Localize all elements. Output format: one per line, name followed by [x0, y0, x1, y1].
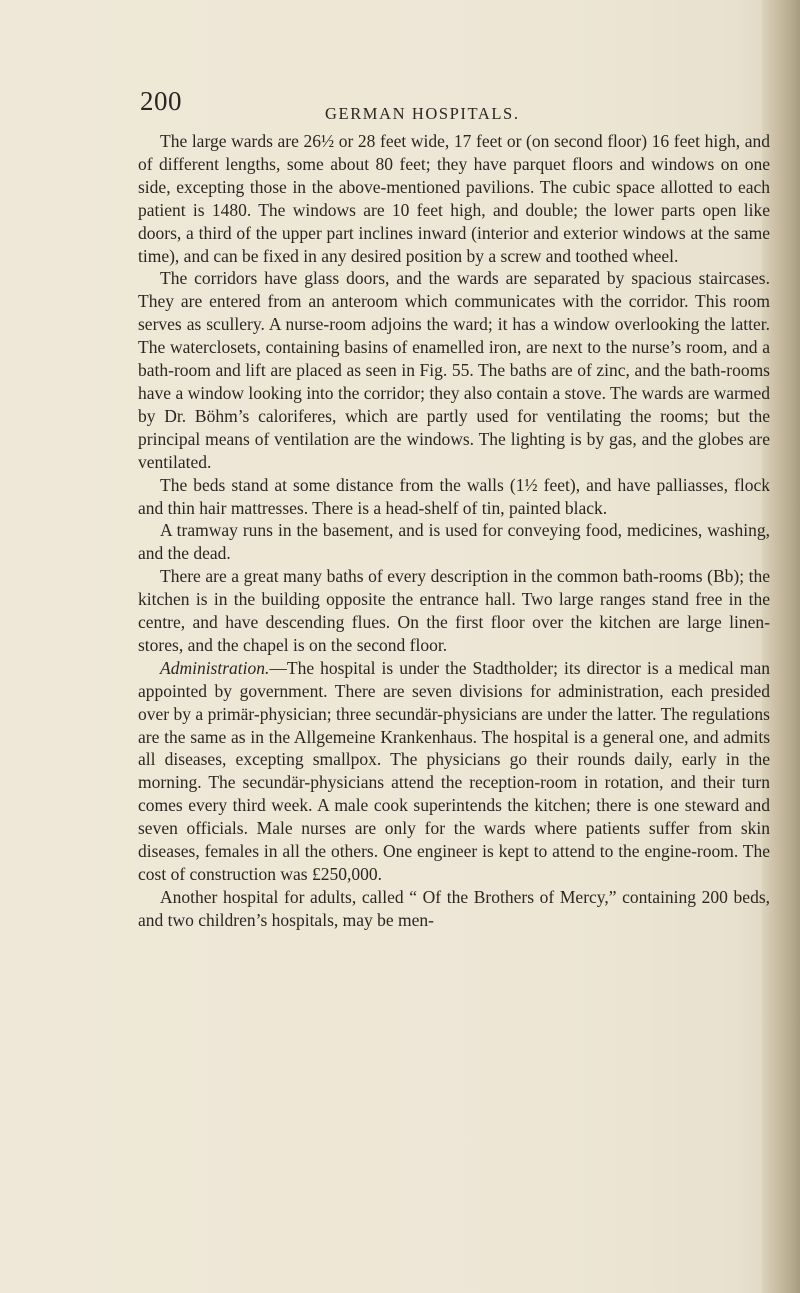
administration-heading: Administration.: [160, 657, 270, 678]
paragraph-wards: The large wards are 26½ or 28 feet wide, 17 feet or (on second floor) 16 feet high, and of different lengths, some about 80 feet; they have parquet floors and windows on one side, excepting those in the above-mentioned pavilions. The cubic space allotted to each patient is 1480. The windows are 10 feet high, and double; the lower parts open like doors, a third of the upper part inclines inward (interior and exterior windows at the same time), and can be fixed in any desired position by a screw and toothed wheel.: [138, 131, 770, 266]
body-text: [138, 130, 770, 932]
page-header: [0, 86, 800, 126]
paragraph-baths: There are a great many baths of every description in the common bath-rooms (Bb); the kitchen is in the building opposite the entrance hall. Two large ranges stand free in the centre, and have descending flues. On the first floor over the kitchen are large linen-stores, and the chapel is on the second floor.: [138, 566, 770, 655]
running-head: GERMAN HOSPITALS.: [325, 104, 520, 123]
paragraph-beds: The beds stand at some distance from the walls (1½ feet), and have palliasses, flock and thin hair mattresses. There is a head-shelf of tin, painted black.: [138, 474, 770, 518]
paragraph-corridors: The corridors have glass doors, and the wards are separated by spacious staircases. They are entered from an anteroom which communicates with the corridor. This room serves as scullery. A nurse-room adjoins the ward; it has a window overlooking the latter. The waterclosets, containing basins of enamelled iron, are next to the nurse’s room, and a bath-room and lift are placed as seen in Fig. 55. The baths are of zinc, and the bath-rooms have a window looking into the corridor; they also contain a stove. The wards are warmed by Dr. Böhm’s caloriferes, which are partly used for ventilating the rooms; but the principal means of ventilation are the windows. The lighting is by gas, and the globes are ventilated.: [138, 268, 770, 472]
page-number: 200: [140, 86, 182, 116]
paragraph-administration: [138, 657, 770, 886]
paragraph-tramway: A tramway runs in the basement, and is used for conveying food, medicines, washing, and the dead.: [138, 520, 770, 564]
paragraph-other-hospitals: Another hospital for adults, called “ Of the Brothers of Mercy,” containing 200 beds, and two children’s hospitals, may be men-: [138, 886, 770, 930]
administration-text: —The hospital is under the Stadtholder; its director is a medical man appointed by government. There are seven divisions for administration, each presided over by a primär-physician; three secundär-physicians are under the latter. The regulations are the same as in the Allgemeine Krankenhaus. The hospital is a general one, and admits all diseases, excepting smallpox. The physicians go their rounds daily, early in the morning. The secundär-physicians attend the reception-room in rotation, and their turn comes every third week. A male cook superintends the kitchen; there is one steward and seven officials. Male nurses are only for the wards where patients suffer from skin diseases, females in all the others. One engineer is kept to attend to the engine-room. The cost of construction was £250,000.: [138, 657, 770, 884]
